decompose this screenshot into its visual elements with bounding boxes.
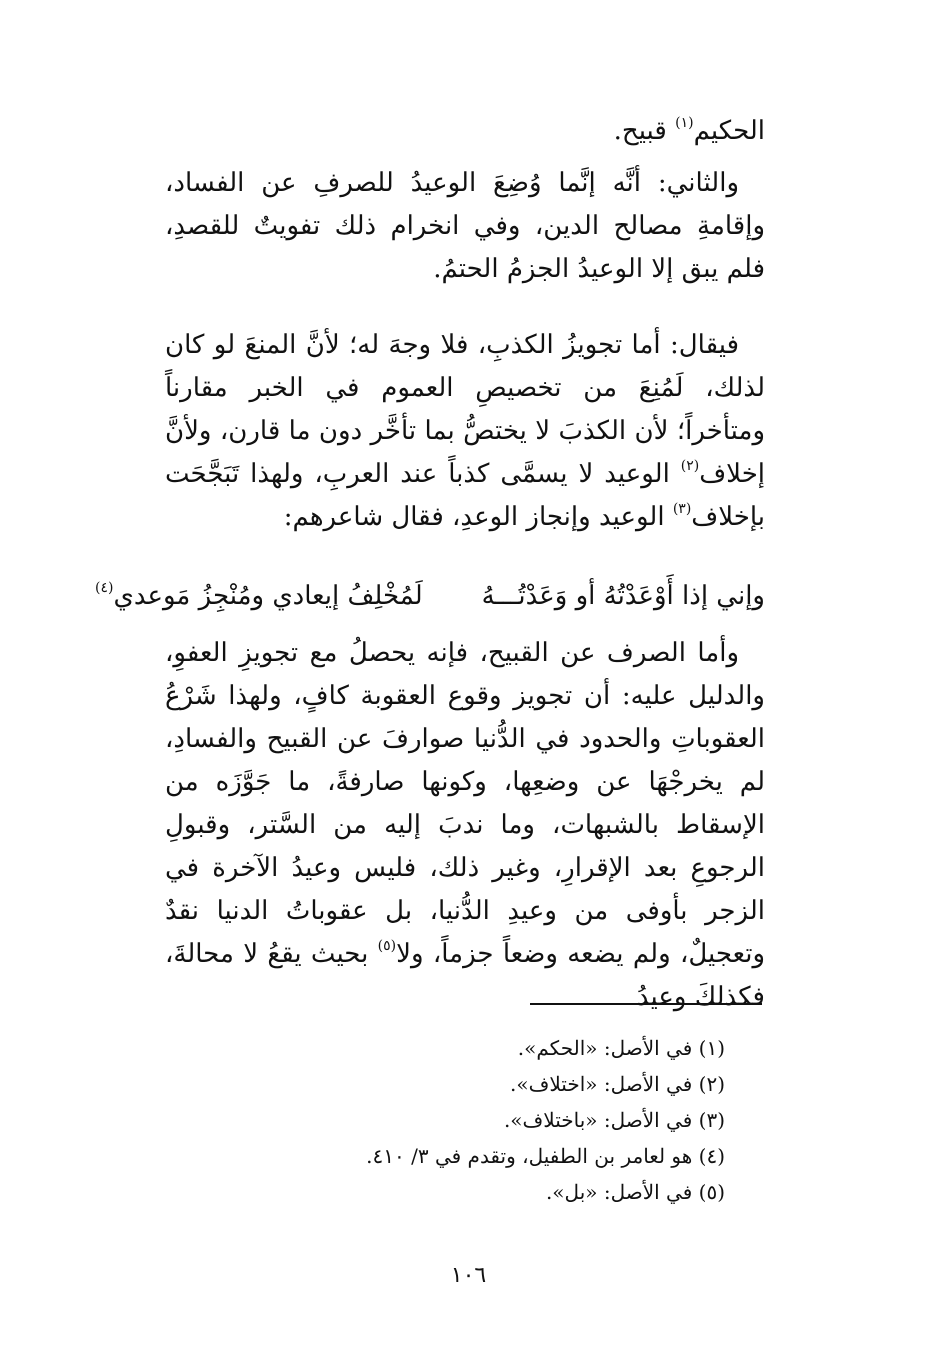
paragraph-3-text-b: الوعيد لا يسمَّى كذباً عند العربِ، ولهذا تَبَجَّحَت بإخلاف — [165, 459, 765, 532]
footnote-ref-4: (٤) — [95, 580, 114, 596]
footnote-2: (٢) في الأصل: «اختلاف». — [510, 1072, 725, 1096]
verse-first-hemistich: وإني إذا أَوْعَدْتُهُ أو وَعَدْتُـــهُ — [481, 581, 765, 611]
footnote-ref-5: (٥) — [377, 938, 397, 954]
paragraph-4-text-b: بحيث يقعُ لا محالةَ، فكذلكَ وعيدُ — [165, 939, 765, 1012]
paragraph-1-tail: قبيح. — [613, 116, 676, 146]
verse-second-hemistich: لَمُخْلِفُ إيعادي ومُنْجِزُ مَوعدي — [113, 581, 423, 611]
paragraph-3 — [165, 324, 765, 539]
paragraph-4 — [165, 632, 765, 1019]
verse-second-hemistich-wrap — [95, 575, 423, 618]
footnote-ref-3: (٣) — [672, 501, 692, 517]
footnote-separator — [530, 1003, 762, 1005]
paragraph-3-text-a: فيقال: أما تجويزُ الكذبِ، فلا وجهَ له؛ لأنَّ المنعَ لو كان لذلك، لَمُنِعَ من تخصيصِ العموم في الخبر مقارناً ومتأخراً؛ لأن الكذبَ لا يختصُّ بما تأخَّر دون ما قارن، ولأنَّ إخلاف — [165, 330, 765, 489]
footnotes — [220, 1030, 725, 1210]
poetry-verse — [95, 575, 765, 618]
paragraph-1-text: الحكيم — [693, 116, 765, 146]
footnote-3: (٣) في الأصل: «باختلاف». — [503, 1108, 725, 1132]
paragraph-2-text: والثاني: أنَّه إنَّما وُضِعَ الوعيدُ للصرفِ عن الفساد، وإقامةِ مصالح الدين، وفي انخرام ذلك تفويتٌ للقصدِ، فلم يبق إلا الوعيدُ الجزمُ الحتمُ. — [165, 168, 765, 284]
paragraph-2 — [165, 162, 765, 291]
paragraph-4-text-a: وأما الصرف عن القبيح، فإنه يحصلُ مع تجويزِ العفوِ، والدليل عليه: أن تجويز وقوع العقوبة كافٍ، ولهذا شَرْعُ العقوباتِ والحدود في الدُّنيا صوارفَ عن القبيح والفسادِ، لم يخرجْهَا عن وضعِها، وكونها صارفةً، ما جَوَّزَه من الإسقاط بالشبهات، وما ندبَ إليه من السَّتر، وقبولِ الرجوعِ بعد الإقرارِ، وغير ذلك، فليس وعيدُ الآخرة في الزجر بأوفى من وعيدِ الدُّنيا، بل عقوباتُ الدنيا نقدٌ وتعجيلٌ، ولم يضعه وضعاً جزماً، ولا — [165, 638, 765, 969]
footnote-5: (٥) في الأصل: «بل». — [545, 1180, 725, 1204]
paragraph-1 — [165, 110, 765, 153]
page-number: ١٠٦ — [450, 1263, 487, 1288]
footnote-1: (١) في الأصل: «الحكم». — [517, 1036, 725, 1060]
paragraph-3-text-c: الوعيد وإنجاز الوعدِ، فقال شاعرهم: — [283, 502, 673, 532]
footnote-ref-2: (٢) — [680, 458, 700, 474]
footnote-4: (٤) هو لعامر بن الطفيل، وتقدم في ٣/ ٤١٠. — [366, 1144, 725, 1168]
footnote-ref-1: (١) — [675, 115, 694, 131]
